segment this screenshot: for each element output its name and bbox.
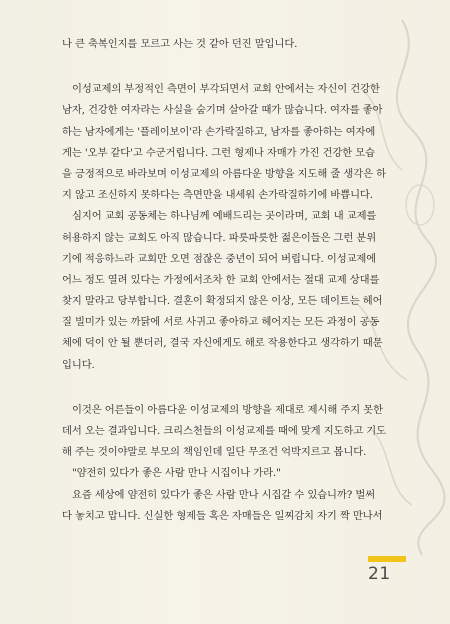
text-line: 나 큰 축복인지를 모르고 사는 것 같아 던진 말입니다. <box>62 38 298 50</box>
text-line: 지 않고 조신하지 못하다는 측면만을 내세워 손가락질하기에 바쁩니다. <box>62 189 373 202</box>
paragraph-1 <box>62 34 402 55</box>
text-line: 해 주는 것이야말로 부모의 책임인데 일단 무조건 억박지르고 봅니다. <box>62 446 367 459</box>
paragraph-2 <box>62 79 402 206</box>
page-number-accent-bar <box>368 556 406 562</box>
page-number: 21 <box>368 564 391 584</box>
text-line: 게는 '오부 같다'고 수군거립니다. 그런 형제나 자매가 가진 건강한 모습 <box>62 146 375 159</box>
paragraph-4 <box>62 400 402 527</box>
text-line: 이것은 어른들이 아름다운 이성교제의 방향을 제대로 제시해 주지 못한 <box>72 403 383 416</box>
text-line: 체에 덕이 안 될 뿐더러, 결국 자신에게도 해로 작용한다고 생각하기 때문 <box>62 337 383 350</box>
text-line: 허용하지 않는 교회도 아직 많습니다. 파릇파릇한 젊은이들은 그런 분위 <box>62 231 377 244</box>
text-line: 데서 오는 결과입니다. 크리스천들의 이성교제를 때에 맞게 지도하고 기도 <box>62 425 386 437</box>
text-line: 남자, 건강한 여자라는 사실을 숨기며 살아갈 때가 많습니다. 여자를 좋아 <box>62 104 383 117</box>
quote-line: "얌전히 있다가 좋은 사람 만나 시집이나 가라." <box>72 467 281 480</box>
text-line: 하는 남자에게는 '플레이보이'라 손가락질하고, 남자를 좋아하는 여자에 <box>62 125 376 138</box>
text-line: 입니다. <box>62 358 95 371</box>
paragraph-gap <box>62 376 402 400</box>
paragraph-3 <box>62 206 402 376</box>
text-line: 다 놓치고 맙니다. 신실한 형제들 혹은 자매들은 일찌감치 자기 짝 만나서 <box>62 509 383 522</box>
text-line: 질 빌미가 있는 까닭에 서로 사귀고 좋아하고 헤어지는 모든 과정이 공동 <box>62 316 380 329</box>
text-line: 기에 적응하느라 교회만 오면 점잖은 중년이 되어 버립니다. 이성교제에 <box>62 252 377 265</box>
text-line: 심지어 교회 공동체는 하나님께 예배드리는 곳이라며, 교회 내 교제를 <box>72 210 377 223</box>
paragraph-gap <box>62 55 402 79</box>
text-line: 어느 정도 열려 있다는 가정에서조차 한 교회 안에서는 절대 교제 상대를 <box>62 273 380 286</box>
text-line: 이성교제의 부정적인 측면이 부각되면서 교회 안에서는 자신이 건강한 <box>72 83 380 96</box>
body-text <box>62 34 402 527</box>
text-line: 요즘 세상에 얌전히 있다가 좋은 사람 만나 시집갈 수 있습니까? 벌써 <box>72 488 376 501</box>
text-line: 을 긍정적으로 바라보며 이성교제의 아름다운 방향을 지도해 줄 생각은 하 <box>62 167 386 180</box>
text-line: 찾지 말라고 당부합니다. 결혼이 확정되지 않은 이상, 모든 데이트는 헤어 <box>62 295 383 308</box>
